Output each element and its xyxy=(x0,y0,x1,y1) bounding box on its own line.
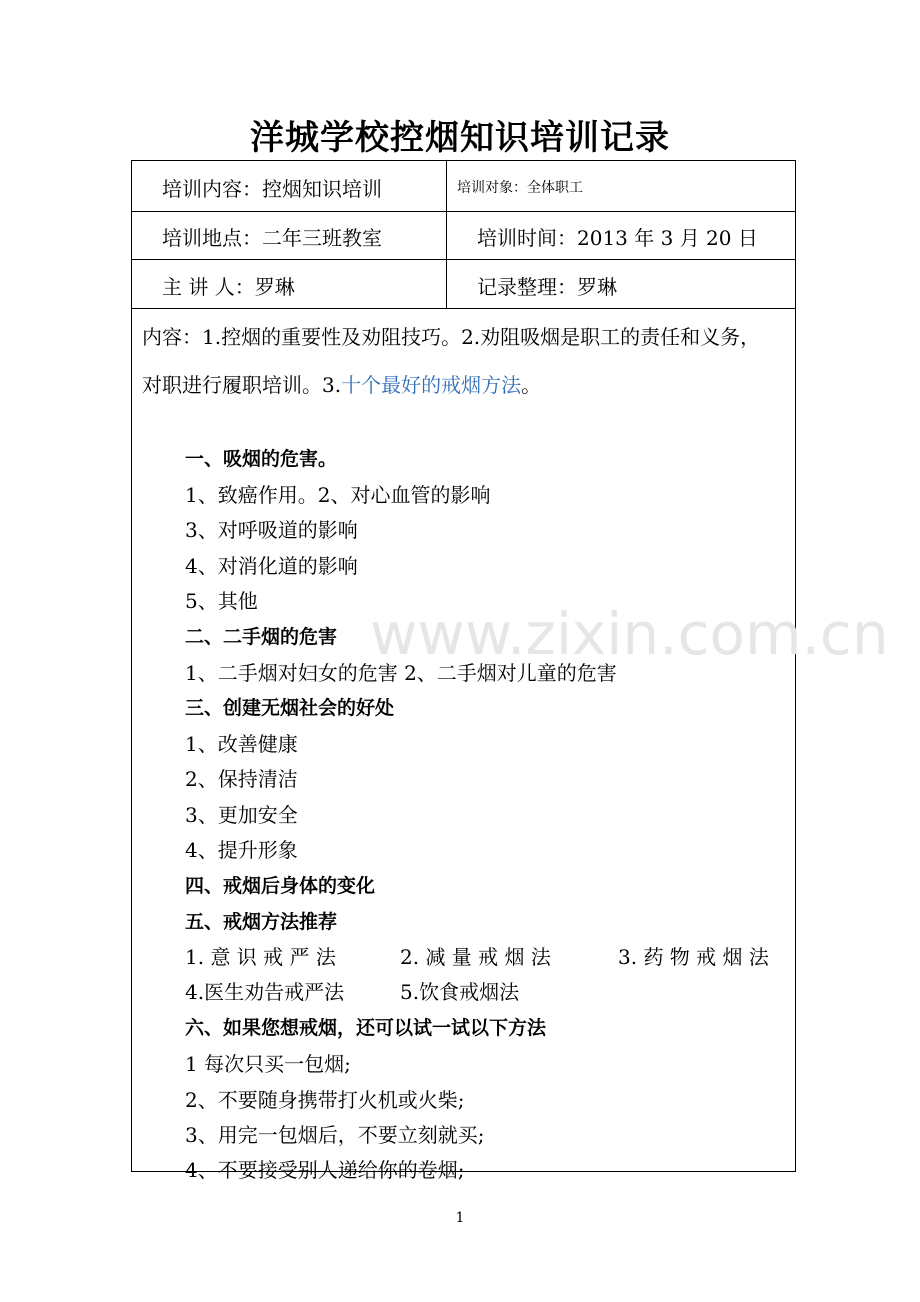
list-item: 3、更加安全 xyxy=(185,803,298,827)
section-2-title: 二、二手烟的危害 xyxy=(185,626,338,648)
list-item: 2、不要随身携带打火机或火柴; xyxy=(185,1088,465,1112)
training-time: 培训时间：2013 年 3 月 20 日 xyxy=(477,226,758,250)
section-3-title: 三、创建无烟社会的好处 xyxy=(185,697,395,719)
speaker: 主 讲 人：罗琳 xyxy=(162,275,295,299)
list-item: 3、对呼吸道的影响 xyxy=(185,518,358,542)
list-item: 1 每次只买一包烟; xyxy=(185,1052,351,1076)
intro-prefix: 对职进行履职培训。3. xyxy=(142,373,342,397)
list-item: 2、保持清洁 xyxy=(185,767,298,791)
intro-line-1: 内容：1.控烟的重要性及劝阻技巧。2.劝阻吸烟是职工的责任和义务， xyxy=(142,325,761,349)
method-item: 1. 意 识 戒 严 法 xyxy=(185,945,336,969)
record-table xyxy=(131,160,796,1182)
watermark: www.zixin.com.cn xyxy=(370,600,889,668)
header-row-2 xyxy=(132,212,795,260)
list-item: 1、二手烟对妇女的危害 2、二手烟对儿童的危害 xyxy=(185,661,617,685)
list-item: 4、对消化道的影响 xyxy=(185,554,358,578)
training-audience: 培训对象：全体职工 xyxy=(457,180,583,196)
list-item: 1、致癌作用。2、对心血管的影响 xyxy=(185,483,491,507)
training-content: 培训内容：控烟知识培训 xyxy=(162,177,382,201)
method-item: 2. 减 量 戒 烟 法 xyxy=(400,945,551,969)
methods-link[interactable]: 十个最好的戒烟方法 xyxy=(341,373,522,397)
list-item: 4、提升形象 xyxy=(185,838,298,862)
header-row-1 xyxy=(132,161,795,212)
list-item: 1、改善健康 xyxy=(185,732,298,756)
intro-suffix: 。 xyxy=(521,373,542,397)
list-item: 3、用完一包烟后，不要立刻就买; xyxy=(185,1123,485,1147)
section-1-title: 一、吸烟的危害。 xyxy=(185,448,338,470)
section-6-title: 六、如果您想戒烟，还可以试一试以下方法 xyxy=(185,1017,547,1039)
document-title: 洋城学校控烟知识培训记录 xyxy=(250,118,670,158)
recorder: 记录整理：罗琳 xyxy=(477,275,617,299)
method-item: 5.饮食戒烟法 xyxy=(400,980,520,1004)
page-number: 1 xyxy=(455,1210,465,1226)
column-divider xyxy=(446,161,447,309)
method-item: 4.医生劝告戒严法 xyxy=(185,980,345,1004)
section-5-title: 五、戒烟方法推荐 xyxy=(185,911,338,933)
list-item: 4、不要接受别人递给你的卷烟; xyxy=(185,1158,465,1182)
header-row-3 xyxy=(132,260,795,309)
intro-line-2 xyxy=(142,369,541,398)
method-item: 3. 药 物 戒 烟 法 xyxy=(618,945,769,969)
training-location: 培训地点：二年三班教室 xyxy=(162,226,382,250)
list-item: 5、其他 xyxy=(185,589,258,613)
section-4-title: 四、戒烟后身体的变化 xyxy=(185,875,376,897)
